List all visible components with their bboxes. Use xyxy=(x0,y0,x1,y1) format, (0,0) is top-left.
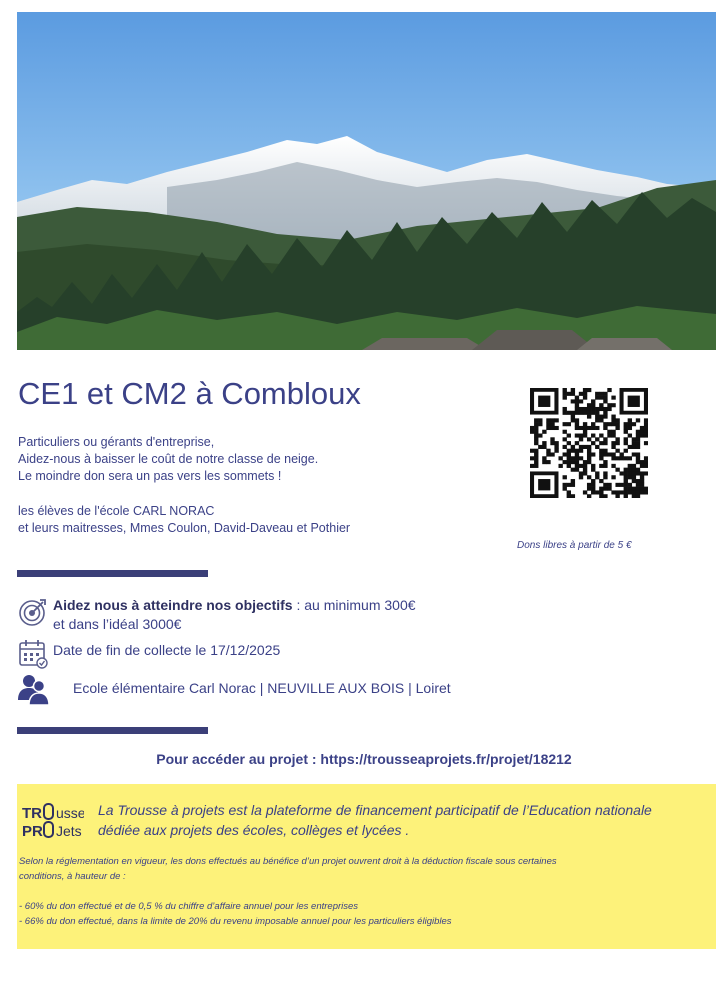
signature-line: et leurs maitresses, Mmes Coulon, David-Daveau et Pothier xyxy=(18,521,351,535)
legal-line: Selon la réglementation en vigueur, les dons effectués au bénéfice d’un projet ouvrent droit à la déduction fiscale sous certaines xyxy=(19,856,557,867)
tagline-line: dédiée aux projets des écoles, collèges et lycées . xyxy=(98,822,410,838)
svg-text:TR: TR xyxy=(22,805,42,822)
project-link[interactable]: Pour accéder au projet : https://trousseaprojets.fr/projet/18212 xyxy=(156,751,572,767)
deadline-row xyxy=(17,638,280,672)
page-title: CE1 et CM2 à Combloux xyxy=(18,376,361,411)
objectives-bold: Aidez nous à atteindre nos objectifs xyxy=(53,597,293,613)
school-row xyxy=(17,672,451,706)
legal-line: conditions, à hauteur de : xyxy=(19,871,126,882)
mountain-landscape-photo xyxy=(17,12,716,350)
school-text: Ecole élémentaire Carl Norac | NEUVILLE AUX BOIS | Loiret xyxy=(73,680,451,696)
svg-text:Jets: Jets xyxy=(56,823,82,839)
tagline-line: La Trousse à projets est la plateforme de financement participatif de l’Education nationale xyxy=(98,802,652,818)
intro-line: Particuliers ou gérants d'entreprise, xyxy=(18,435,215,449)
intro-line: Le moindre don sera un pas vers les sommets ! xyxy=(18,469,282,483)
objectives-text: : au minimum 300€ xyxy=(292,597,416,613)
signature xyxy=(18,503,350,537)
donation-note: Dons libres à partir de 5 € xyxy=(517,540,632,551)
svg-text:PR: PR xyxy=(22,823,43,840)
legal-line: - 66% du don effectué, dans la limite de 20% du revenu imposable annuel pour les particuliers éligibles xyxy=(19,916,452,927)
svg-text:usse: usse xyxy=(56,805,84,821)
trousse-projets-logo xyxy=(20,801,84,841)
deadline-text: Date de fin de collecte le 17/12/2025 xyxy=(53,642,281,658)
intro-text xyxy=(18,434,318,485)
footer-box xyxy=(17,784,716,949)
people-icon xyxy=(17,672,53,706)
divider xyxy=(17,727,208,734)
objectives-row xyxy=(17,596,416,634)
qr-code-icon[interactable] xyxy=(530,388,648,498)
legal-text xyxy=(19,854,557,929)
divider xyxy=(17,570,208,577)
objectives-line2: et dans l’idéal 3000€ xyxy=(53,616,182,632)
signature-line: les élèves de l'école CARL NORAC xyxy=(18,504,215,518)
legal-line: - 60% du don effectué et de 0,5 % du chiffre d’affaire annuel pour les entreprises xyxy=(19,901,359,912)
target-icon xyxy=(17,596,53,630)
calendar-icon xyxy=(17,638,53,672)
platform-tagline xyxy=(98,800,652,840)
intro-line: Aidez-nous à baisser le coût de notre classe de neige. xyxy=(18,452,319,466)
